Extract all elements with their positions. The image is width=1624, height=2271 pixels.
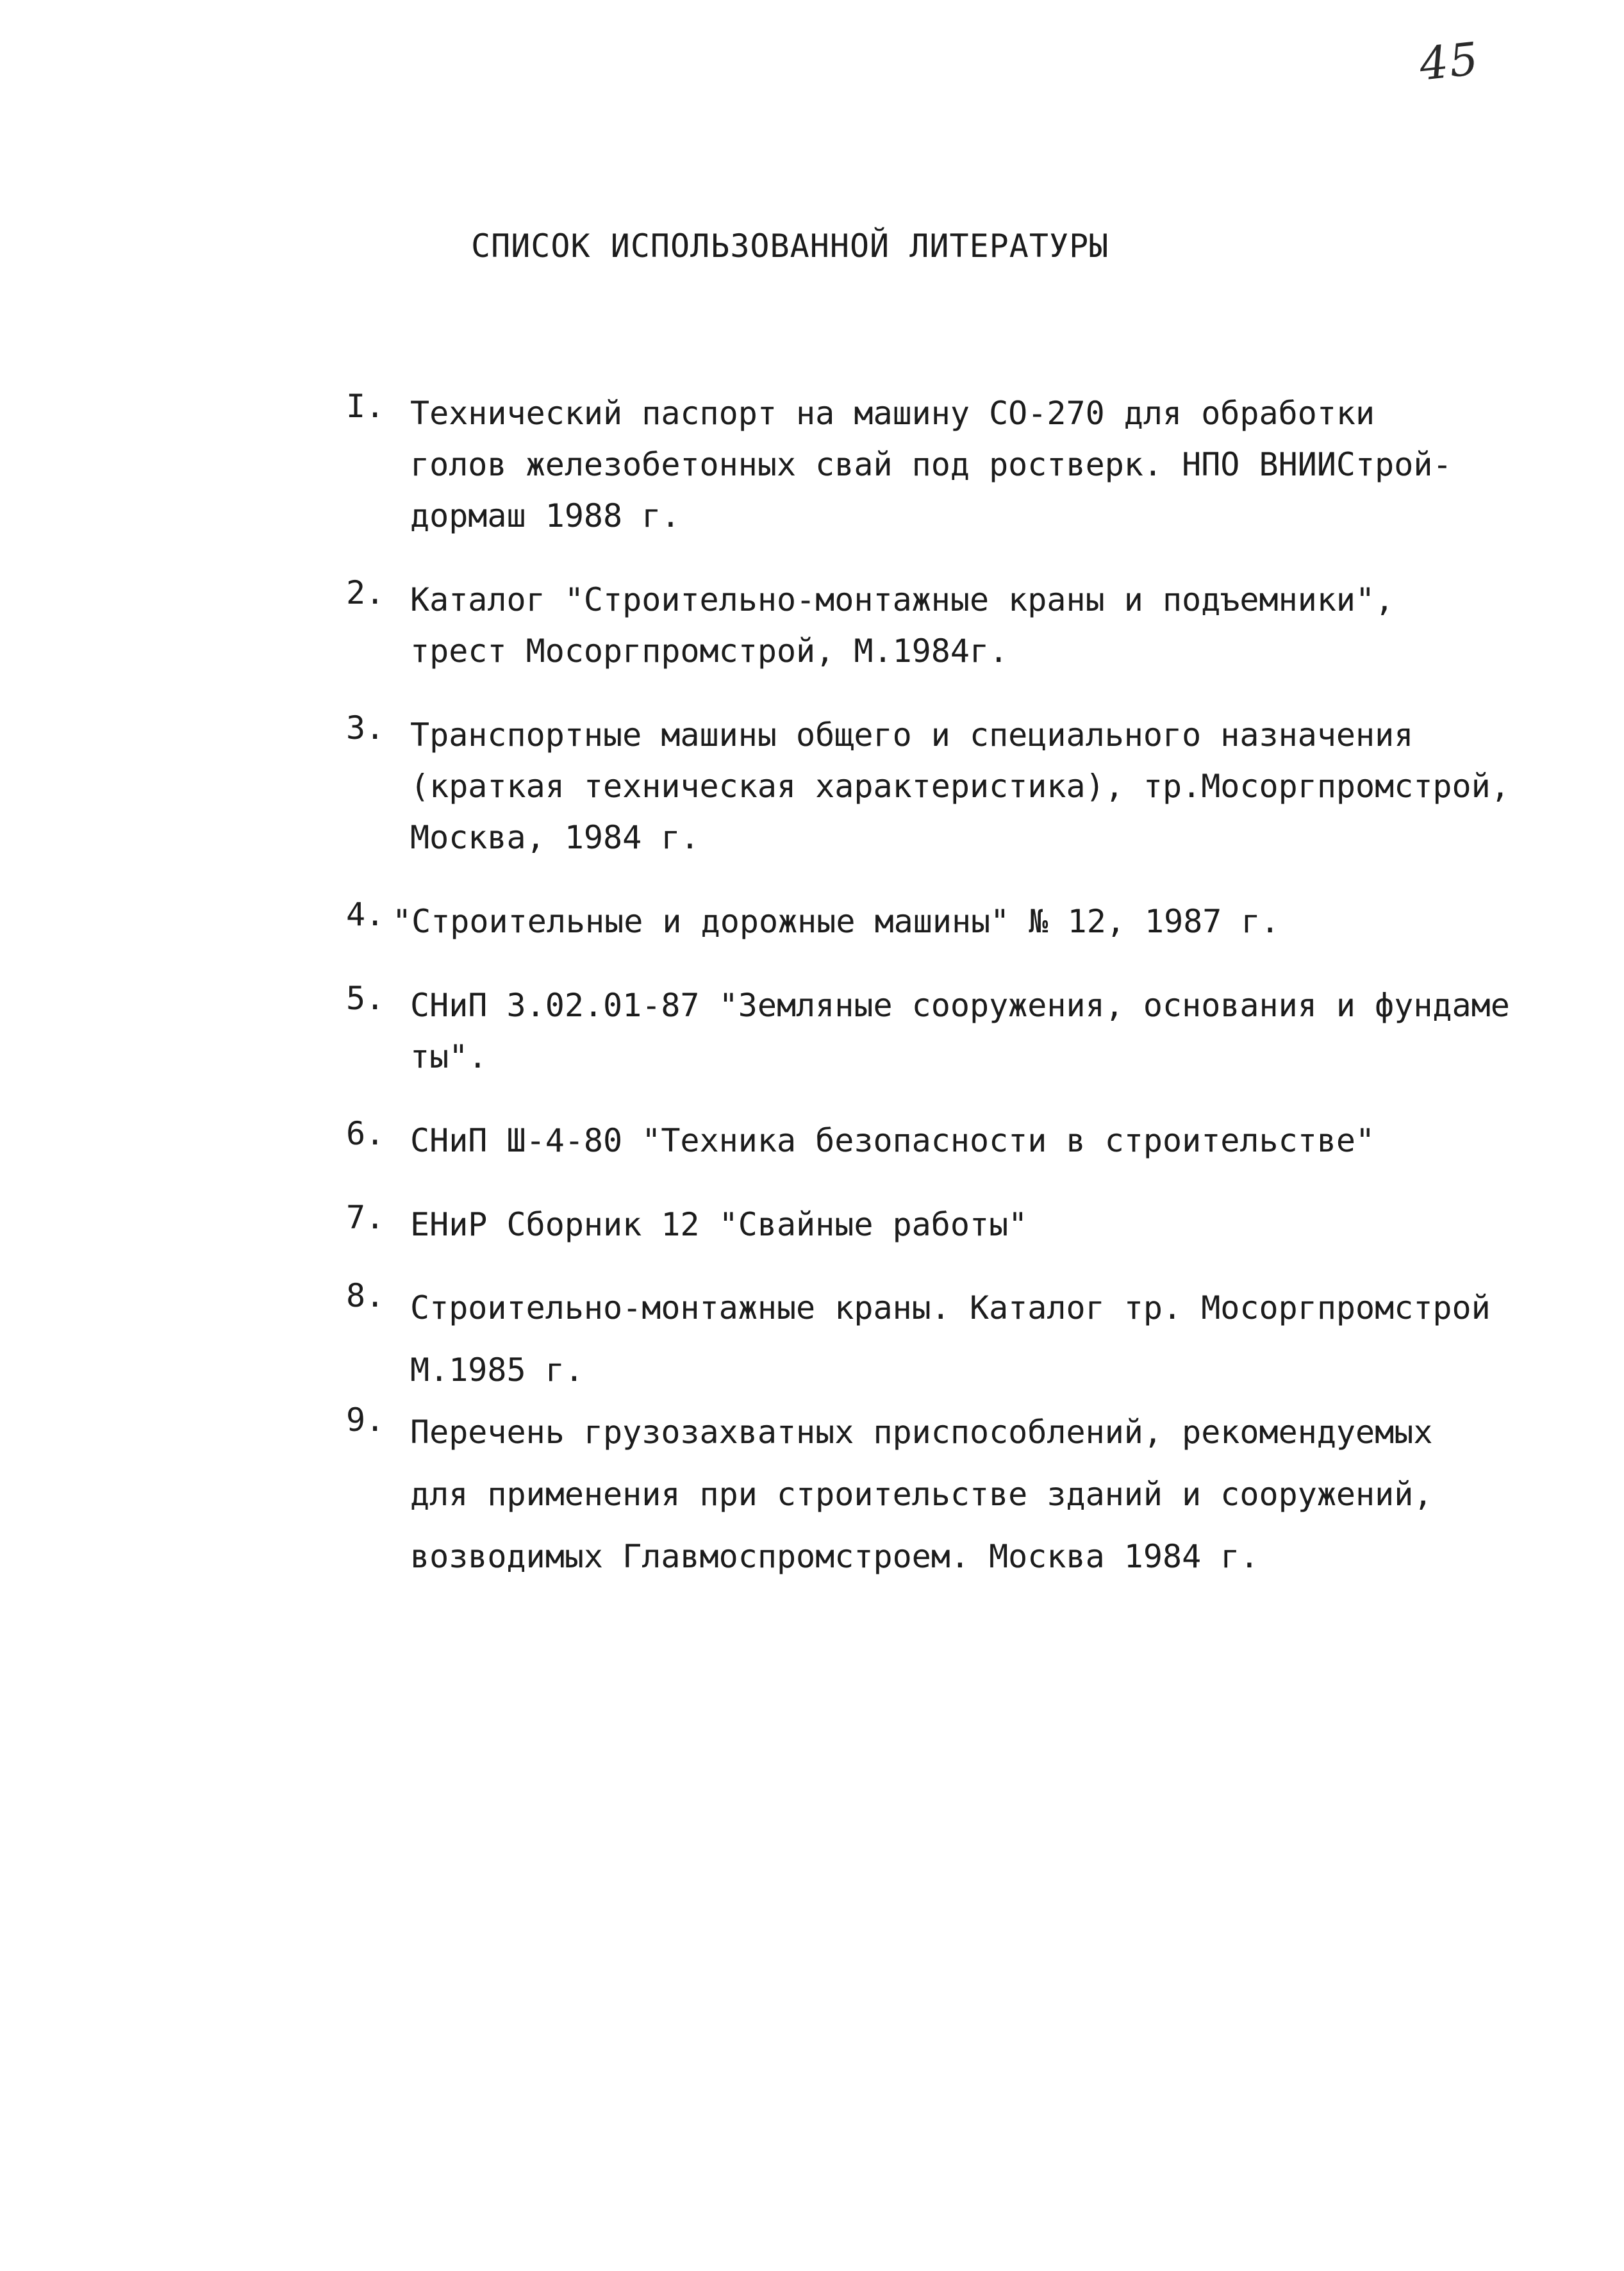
reference-number: 3. — [346, 709, 385, 747]
reference-item-1 — [346, 388, 1564, 541]
reference-text-line: Перечень грузозахватных приспособлений, рекомендуемых — [410, 1414, 1433, 1451]
reference-item-6 — [346, 1115, 1564, 1166]
reference-item-4 — [346, 896, 1564, 947]
reference-list — [346, 388, 1564, 1588]
reference-number: 8. — [346, 1277, 385, 1314]
reference-text-line: возводимых Главмоспромстроем. Москва 1984 г. — [410, 1538, 1259, 1575]
reference-item-7 — [346, 1199, 1564, 1250]
reference-text-line: голов железобетонных свай под ростверк. НПО ВНИИСтрой- — [410, 446, 1452, 483]
reference-item-8 — [346, 1277, 1564, 1401]
reference-text-line: Технический паспорт на машину СО-270 для обработки — [410, 395, 1375, 432]
reference-number: 5. — [346, 980, 385, 1017]
reference-text-line: дормаш 1988 г. — [410, 497, 681, 534]
reference-number: I. — [346, 388, 385, 425]
reference-item-2 — [346, 574, 1564, 677]
reference-number: 9. — [346, 1401, 385, 1439]
reference-text-line: СНиП Ш-4-80 "Техника безопасности в строительстве" — [410, 1122, 1375, 1159]
reference-item-3 — [346, 709, 1564, 863]
reference-item-5 — [346, 980, 1564, 1082]
reference-number: 4. — [346, 896, 385, 933]
reference-text-line: Каталог "Строительно-монтажные краны и подъемники", — [410, 581, 1395, 618]
reference-number: 2. — [346, 574, 385, 611]
reference-number: 7. — [346, 1199, 385, 1236]
reference-text-line: М.1985 г. — [410, 1351, 584, 1389]
reference-text-line: "Строительные и дорожные машины" № 12, 1987 г. — [392, 903, 1280, 940]
reference-number: 6. — [346, 1115, 385, 1152]
reference-text-line: для применения при строительстве зданий и сооружений, — [410, 1476, 1433, 1513]
reference-text-line: Москва, 1984 г. — [410, 819, 700, 856]
reference-item-9 — [346, 1401, 1564, 1588]
reference-text-line: (краткая техническая характеристика), тр.Мосоргпромстрой, — [410, 768, 1510, 805]
reference-text-line: Транспортные машины общего и специального назначения — [410, 716, 1414, 754]
reference-text-line: ты". — [410, 1038, 488, 1075]
reference-text-line: ЕНиР Сборник 12 "Свайные работы" — [410, 1206, 1028, 1243]
reference-text-line: Строительно-монтажные краны. Каталог тр. Мосоргпромстрой — [410, 1289, 1491, 1326]
reference-text-line: СНиП 3.02.01-87 "Земляные сооружения, основания и фундаме — [410, 987, 1510, 1024]
handwritten-page-number: 45 — [1416, 32, 1482, 91]
reference-text-line: трест Мосоргпромстрой, М.1984г. — [410, 632, 1009, 670]
page-title: СПИСОК ИСПОЛЬЗОВАННОЙ ЛИТЕРАТУРЫ — [471, 227, 1109, 265]
